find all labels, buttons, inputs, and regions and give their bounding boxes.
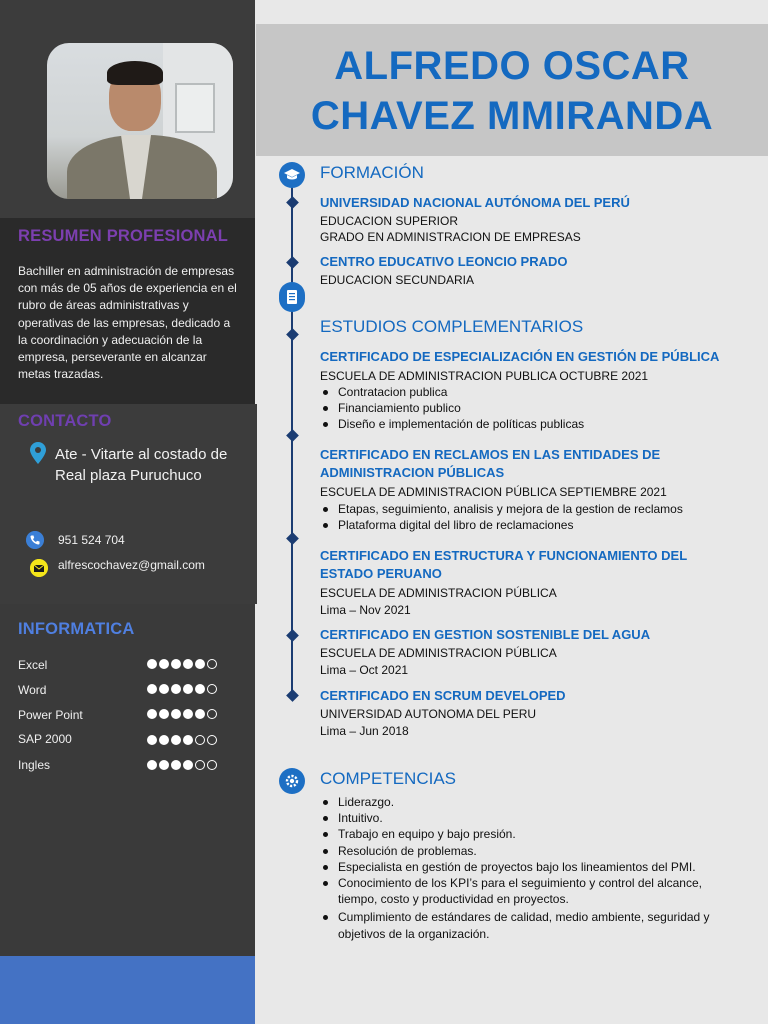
rating-dot-filled [183, 709, 193, 719]
timeline-marker [286, 328, 299, 341]
estudio-item-title: CERTIFICADO EN RECLAMOS EN LAS ENTIDADES DE ADMINISTRACION PÚBLICAS [320, 447, 661, 480]
contacto-section [0, 404, 257, 604]
skill-row-power-point [18, 708, 243, 724]
formacion-item-line: EDUCACION SUPERIOR [320, 214, 459, 228]
competencia-item: Conocimiento de los KPI’s para el seguimiento y control del alcance, tiempo, costo y productividad en proyectos. [320, 875, 715, 907]
skill-row-excel [18, 658, 243, 674]
rating-dot-filled [183, 684, 193, 694]
estudio-item-title: CERTIFICADO EN ESTRUCTURA Y FUNCIONAMIENTO DEL ESTADO PERUANO [320, 548, 687, 581]
competencia-item: Resolución de problemas. [320, 843, 715, 859]
rating-dot-filled [183, 760, 193, 770]
competencia-item: Trabajo en equipo y bajo presión. [320, 826, 715, 842]
document-icon [279, 282, 305, 312]
formacion-item-line: EDUCACION SECUNDARIA [320, 273, 475, 287]
skill-rating [147, 659, 217, 669]
timeline-marker [286, 689, 299, 702]
skill-row-sap-2000 [18, 732, 243, 748]
rating-dot-filled [147, 735, 157, 745]
skill-row-ingles [18, 758, 243, 774]
timeline-marker [286, 532, 299, 545]
photo-block [0, 0, 255, 218]
bullet-item: Financiamiento publico [320, 400, 584, 416]
name-banner [256, 24, 768, 156]
competencias-heading: COMPETENCIAS [320, 769, 457, 788]
bullet-item: Etapas, seguimiento, analisis y mejora de la gestion de reclamos [320, 501, 683, 517]
estudio-bullets [320, 501, 683, 533]
sidebar [0, 0, 255, 1024]
skill-row-word [18, 683, 243, 699]
informatica-section [0, 604, 255, 956]
formacion-item-line: GRADO EN ADMINISTRACION DE EMPRESAS [320, 230, 581, 244]
email-icon [30, 559, 48, 577]
timeline-marker [286, 196, 299, 209]
contact-email[interactable]: alfrescochavez@gmail.com [58, 558, 205, 572]
rating-dot-filled [159, 659, 169, 669]
estudio-item-line: ESCUELA DE ADMINISTRACION PÚBLICA [320, 586, 557, 600]
estudio-item-title: CERTIFICADO DE ESPECIALIZACIÓN EN GESTIÓN DE PÚBLICA [320, 349, 720, 364]
rating-dot-filled [147, 659, 157, 669]
timeline-marker [286, 256, 299, 269]
resumen-section [0, 218, 255, 404]
rating-dot-empty [207, 735, 217, 745]
formacion-item-title: CENTRO EDUCATIVO LEONCIO PRADO [320, 254, 568, 269]
rating-dot-filled [159, 684, 169, 694]
contacto-heading: CONTACTO [18, 412, 112, 430]
skill-label: Ingles [18, 758, 51, 772]
resumen-heading: RESUMEN PROFESIONAL [18, 227, 229, 245]
rating-dot-filled [171, 659, 181, 669]
skill-label: Excel [18, 658, 48, 672]
rating-dot-filled [195, 709, 205, 719]
sidebar-footer-bar [0, 956, 255, 1024]
estudios-heading: ESTUDIOS COMPLEMENTARIOS [320, 317, 584, 336]
contact-address: Ate - Vitarte al costado de Real plaza Puruchuco [55, 446, 228, 484]
rating-dot-empty [207, 760, 217, 770]
rating-dot-filled [159, 735, 169, 745]
rating-dot-filled [147, 684, 157, 694]
name-first: ALFREDO OSCAR [334, 44, 690, 88]
estudio-item-line: ESCUELA DE ADMINISTRACION PUBLICA OCTUBRE 2021 [320, 369, 649, 383]
estudio-item-title: CERTIFICADO EN GESTION SOSTENIBLE DEL AGUA [320, 627, 651, 642]
skill-label: SAP 2000 [18, 732, 72, 746]
timeline-marker [286, 429, 299, 442]
bullet-item: Contratacion publica [320, 384, 584, 400]
contact-phone: 951 524 704 [58, 533, 125, 547]
competencias-list [320, 794, 715, 942]
phone-icon [26, 531, 44, 549]
rating-dot-filled [159, 709, 169, 719]
resumen-text: Bachiller en administración de empresas con más de 05 años de experiencia en el rubro de áreas administrativas y operativas de las empresas, dedicado a la coordinación y adecuación de la empresa, perseverante en alcanzar metas trazadas. [18, 264, 237, 382]
competencia-item: Liderazgo. [320, 794, 715, 810]
bullet-item: Plataforma digital del libro de reclamaciones [320, 517, 683, 533]
graduation-cap-icon [279, 162, 305, 188]
estudio-bullets [320, 384, 584, 433]
competencia-item: Cumplimiento de estándares de calidad, medio ambiente, seguridad y objetivos de la organización. [320, 909, 715, 941]
skill-rating [147, 684, 217, 694]
timeline-marker [286, 629, 299, 642]
skill-label: Power Point [18, 708, 83, 722]
skill-label: Word [18, 683, 47, 697]
estudio-item-date: Lima – Nov 2021 [320, 603, 411, 617]
estudio-item-date: Lima – Oct 2021 [320, 663, 409, 677]
rating-dot-filled [195, 684, 205, 694]
rating-dot-filled [159, 760, 169, 770]
formacion-item-title: UNIVERSIDAD NACIONAL AUTÓNOMA DEL PERÚ [320, 195, 630, 210]
name-last: CHAVEZ MMIRANDA [310, 94, 714, 138]
rating-dot-filled [171, 735, 181, 745]
rating-dot-filled [147, 709, 157, 719]
rating-dot-empty [207, 684, 217, 694]
rating-dot-empty [195, 735, 205, 745]
estudio-item-line: UNIVERSIDAD AUTONOMA DEL PERU [320, 707, 537, 721]
estudio-item-title: CERTIFICADO EN SCRUM DEVELOPED [320, 688, 566, 703]
rating-dot-filled [171, 684, 181, 694]
formacion-heading: FORMACIÓN [320, 163, 424, 182]
skill-rating [147, 735, 217, 745]
rating-dot-empty [207, 659, 217, 669]
rating-dot-empty [207, 709, 217, 719]
bullet-item: Diseño e implementación de políticas publicas [320, 416, 584, 432]
rating-dot-filled [183, 659, 193, 669]
estudio-item-date: Lima – Jun 2018 [320, 724, 409, 738]
rating-dot-filled [147, 760, 157, 770]
rating-dot-empty [195, 760, 205, 770]
location-pin-icon [30, 442, 46, 464]
rating-dot-filled [183, 735, 193, 745]
estudio-item-line: ESCUELA DE ADMINISTRACION PÚBLICA SEPTIEMBRE 2021 [320, 485, 667, 499]
skill-rating [147, 709, 217, 719]
skill-rating [147, 760, 217, 770]
profile-photo [47, 43, 233, 199]
informatica-heading: INFORMATICA [18, 620, 135, 638]
competencia-item: Intuitivo. [320, 810, 715, 826]
estudio-item-line: ESCUELA DE ADMINISTRACION PÚBLICA [320, 646, 557, 660]
rating-dot-filled [195, 659, 205, 669]
gear-icon [279, 768, 305, 794]
rating-dot-filled [171, 709, 181, 719]
competencia-item: Especialista en gestión de proyectos bajo los lineamientos del PMI. [320, 859, 715, 875]
rating-dot-filled [171, 760, 181, 770]
